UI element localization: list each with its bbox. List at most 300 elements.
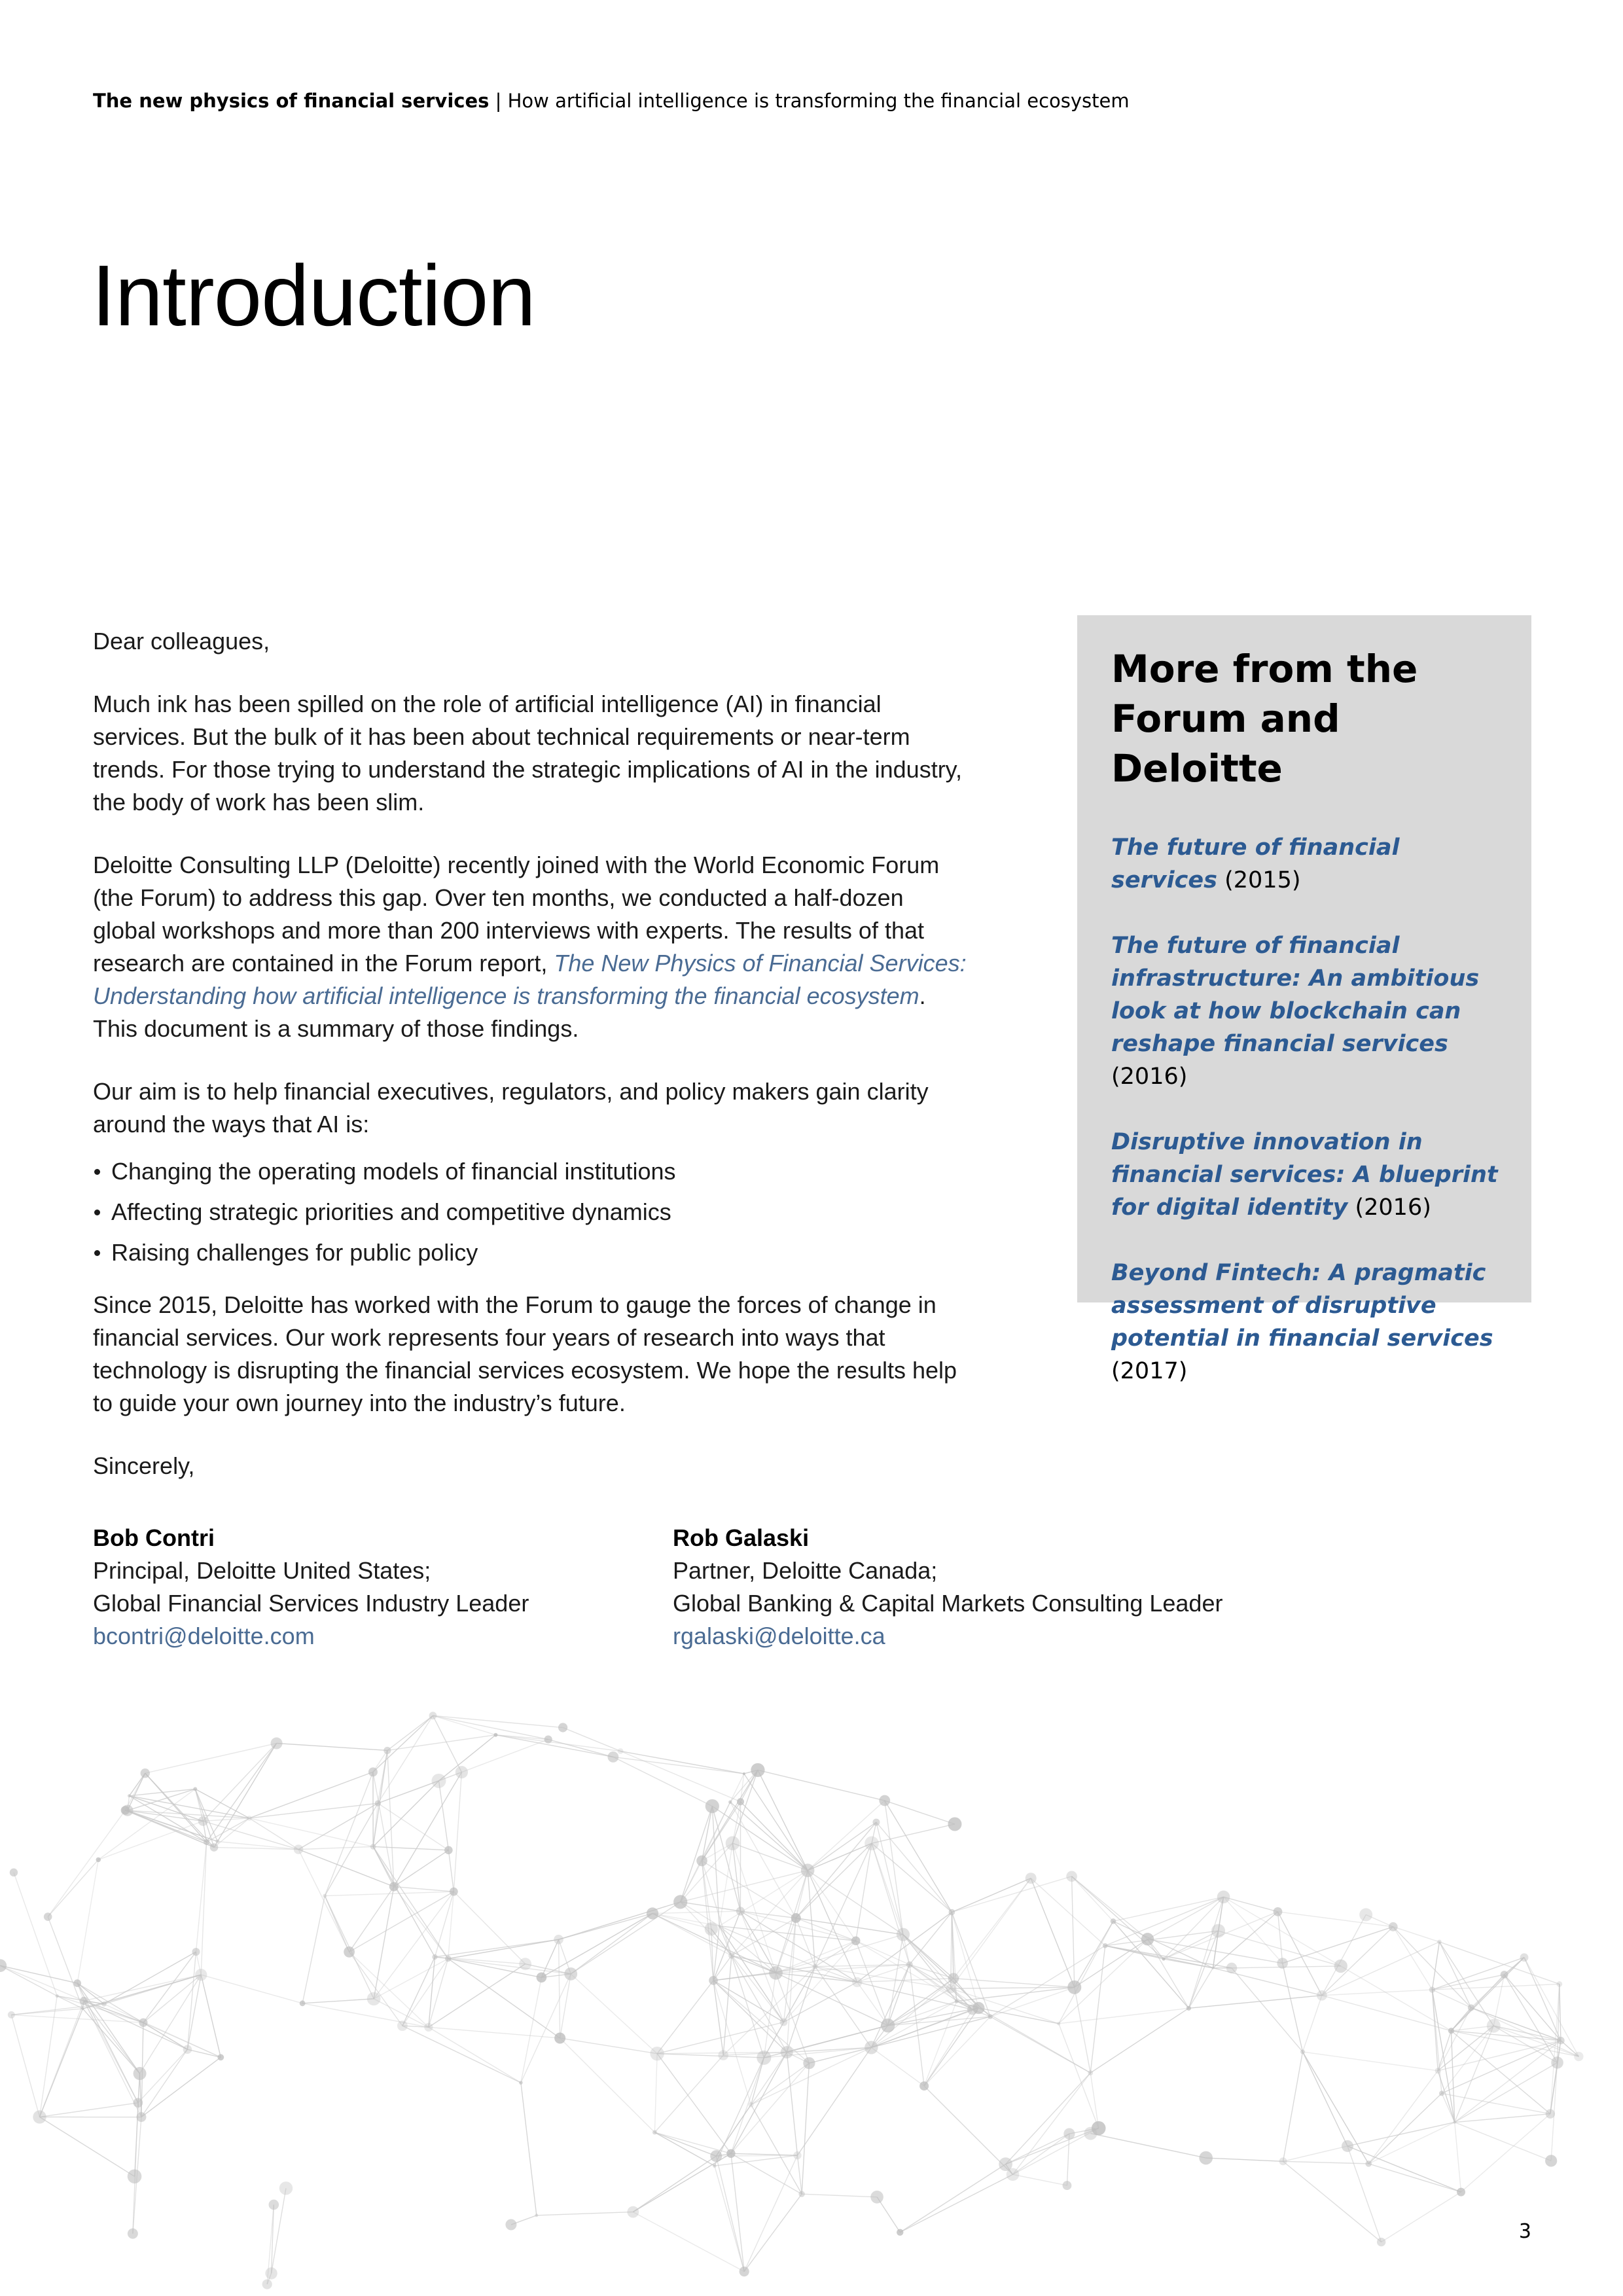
- network-line: [1031, 1878, 1075, 1988]
- network-line: [325, 1772, 373, 1895]
- network-line: [249, 1818, 298, 1850]
- letter-paragraph-3: Our aim is to help financial executives, regulators, and policy makers gain clarity around the ways that AI is:: [93, 1078, 929, 1138]
- network-node: [198, 1816, 208, 1826]
- network-node: [300, 2000, 306, 2006]
- network-node: [1545, 2155, 1557, 2166]
- network-line: [633, 2212, 744, 2272]
- network-line: [924, 2017, 990, 2086]
- network-line: [1393, 1927, 1433, 1990]
- network-line: [402, 2026, 521, 2083]
- network-line: [1090, 1946, 1105, 2073]
- network-node: [73, 1979, 81, 1987]
- network-line: [77, 1983, 139, 2073]
- network-line: [1347, 2146, 1461, 2192]
- network-line: [187, 1952, 196, 2049]
- network-line: [1560, 1984, 1561, 2040]
- network-line: [1059, 2024, 1099, 2128]
- network-node: [650, 2047, 664, 2060]
- network-node: [803, 2057, 815, 2069]
- network-node: [505, 2219, 516, 2231]
- network-line: [1013, 2174, 1067, 2185]
- network-node: [1141, 1933, 1154, 1945]
- network-node: [493, 1733, 497, 1737]
- sidebar-item-link[interactable]: The future of financial services: [1111, 834, 1400, 893]
- network-line: [40, 1996, 58, 2117]
- network-line: [1059, 1921, 1113, 2023]
- network-node: [1437, 1940, 1442, 1945]
- letter-closing: Sincerely,: [93, 1452, 195, 1479]
- network-line: [84, 2001, 139, 2073]
- network-node: [728, 1801, 732, 1804]
- network-node: [1439, 2090, 1444, 2096]
- network-line: [1303, 2052, 1347, 2146]
- network-node: [955, 2000, 959, 2003]
- network-node: [1067, 1981, 1081, 1994]
- network-node: [269, 2200, 279, 2210]
- network-line: [1283, 2052, 1303, 2161]
- network-line: [143, 1952, 196, 2022]
- network-line: [1432, 1990, 1454, 2123]
- network-node: [949, 1909, 955, 1916]
- network-node: [1546, 2109, 1555, 2118]
- letter-body: [93, 625, 970, 1513]
- network-line: [856, 1843, 872, 1941]
- network-line: [394, 1772, 462, 1887]
- network-line: [394, 1887, 448, 1959]
- network-node: [1026, 1873, 1037, 1884]
- network-line: [0, 1965, 84, 2001]
- network-line: [1113, 1897, 1224, 1921]
- network-line: [1075, 1987, 1090, 2073]
- network-line: [349, 1887, 394, 1952]
- network-line: [657, 2054, 731, 2154]
- network-line: [325, 1892, 454, 1895]
- network-line: [145, 1773, 214, 1847]
- network-node: [1501, 1971, 1508, 1979]
- network-line: [302, 1896, 325, 2003]
- network-line: [373, 1846, 448, 1850]
- network-node: [1342, 2140, 1353, 2152]
- network-node: [737, 1798, 744, 1805]
- network-line: [654, 2054, 657, 2132]
- network-node: [967, 2004, 978, 2015]
- sidebar-item-year: (2016): [1111, 1064, 1188, 1090]
- network-line: [1455, 2123, 1461, 2193]
- network-node: [1457, 2188, 1465, 2197]
- network-node: [44, 1912, 52, 1921]
- network-node: [33, 2110, 46, 2123]
- network-node: [193, 1787, 197, 1791]
- network-line: [1031, 1878, 1105, 1946]
- network-line: [802, 2194, 877, 2197]
- network-line: [1461, 2114, 1550, 2192]
- network-node: [1359, 1908, 1372, 1921]
- network-line: [888, 1979, 954, 2026]
- network-node: [139, 2018, 147, 2027]
- network-line: [1455, 2114, 1550, 2123]
- network-line: [751, 2105, 802, 2194]
- network-line: [1322, 1990, 1433, 1996]
- network-line: [104, 1952, 196, 2004]
- network-line: [951, 1987, 1075, 1988]
- network-node: [192, 1948, 200, 1956]
- network-line: [1072, 1876, 1164, 1959]
- signatory-email-link[interactable]: bcontri@deloitte.com: [93, 1623, 315, 1649]
- network-node: [801, 1863, 815, 1877]
- sidebar-item-link[interactable]: The future of financial infrastructure: An ambitious look at how blockchain can reshape financial services: [1111, 933, 1480, 1057]
- network-line: [744, 2194, 802, 2271]
- running-header: [93, 88, 1533, 114]
- network-line: [732, 1843, 740, 1911]
- network-node: [751, 1763, 764, 1777]
- network-line: [815, 1967, 872, 2048]
- network-line: [723, 1956, 732, 2055]
- network-node: [8, 2011, 15, 2018]
- network-node: [728, 1952, 734, 1958]
- network-line: [802, 2063, 809, 2194]
- network-line: [796, 1843, 872, 1918]
- network-node: [1317, 1990, 1327, 2001]
- network-line: [1451, 2031, 1550, 2114]
- network-line: [201, 1842, 206, 1975]
- network-line: [98, 1821, 203, 1859]
- network-line: [654, 2055, 723, 2132]
- network-line: [1206, 2158, 1283, 2161]
- network-line: [620, 1751, 740, 1802]
- letter-paragraph-4: Since 2015, Deloitte has worked with the Forum to gauge the forces of change in financial services. Our work represents four years of research into ways that technology is disrupting the financial services ecosystem. We hope the results help to guide your own journey into the industry’s future.: [93, 1291, 957, 1416]
- network-line: [1303, 1996, 1322, 2052]
- network-node: [946, 1984, 955, 1994]
- network-node: [1551, 2056, 1563, 2069]
- network-line: [1278, 1912, 1322, 1996]
- header-separator: |: [489, 90, 508, 112]
- network-node: [370, 1844, 376, 1850]
- signatory-role: Global Banking & Capital Markets Consulting Leader: [673, 1590, 1223, 1617]
- network-node: [81, 2007, 84, 2011]
- network-line: [633, 2156, 716, 2212]
- network-node: [397, 2020, 408, 2031]
- network-line: [731, 2058, 764, 2153]
- network-node: [1066, 1871, 1077, 1882]
- network-line: [84, 1975, 201, 2001]
- network-line: [885, 1801, 952, 1912]
- network-line: [1442, 2041, 1561, 2094]
- network-line: [84, 2001, 187, 2049]
- network-node: [740, 2267, 749, 2276]
- network-line: [537, 2212, 633, 2215]
- network-line: [951, 1878, 1031, 1989]
- network-line: [40, 2117, 135, 2176]
- network-node: [948, 1817, 961, 1831]
- network-node: [705, 1922, 718, 1935]
- network-node: [879, 1795, 890, 1806]
- network-node: [1162, 1958, 1166, 1961]
- signatory-name: Rob Galaski: [673, 1524, 810, 1551]
- network-line: [125, 1773, 145, 1810]
- network-line: [876, 1822, 952, 1912]
- network-node: [1557, 2037, 1565, 2045]
- related-reading-sidebar: [1077, 615, 1531, 1384]
- network-line: [394, 1850, 448, 1887]
- network-line: [681, 1806, 713, 1902]
- network-line: [652, 1913, 732, 1956]
- network-node: [705, 1799, 719, 1813]
- network-line: [217, 1744, 276, 1842]
- network-line: [1347, 2123, 1455, 2146]
- network-line: [1303, 2052, 1369, 2164]
- network-line: [1368, 2071, 1438, 2164]
- network-line: [349, 1952, 429, 2027]
- network-node: [870, 2191, 883, 2204]
- network-node: [726, 1836, 740, 1850]
- network-node: [383, 1747, 391, 1754]
- network-node: [121, 1806, 130, 1814]
- signatory-email-link[interactable]: rgalaski@deloitte.ca: [673, 1623, 885, 1649]
- network-line: [130, 1796, 204, 1821]
- network-node: [10, 1869, 18, 1876]
- sidebar-item: [1111, 1257, 1499, 1388]
- network-node: [897, 1928, 910, 1941]
- network-line: [1224, 1897, 1278, 1912]
- header-subtitle: How artificial intelligence is transforming the financial ecosystem: [507, 90, 1130, 112]
- network-line: [521, 2083, 537, 2215]
- network-node: [450, 1888, 458, 1896]
- network-node: [445, 1956, 451, 1962]
- network-node: [948, 1973, 959, 1984]
- network-line: [990, 2017, 1090, 2073]
- network-node: [999, 2157, 1012, 2171]
- network-node: [455, 1766, 468, 1778]
- network-line: [541, 1913, 652, 1977]
- network-node: [726, 2149, 735, 2158]
- network-line: [559, 1902, 681, 1939]
- network-line: [990, 1946, 1105, 2017]
- network-node: [217, 2054, 224, 2060]
- network-line: [872, 1843, 910, 1964]
- network-node: [872, 1819, 880, 1826]
- network-line: [900, 2164, 1005, 2233]
- network-node: [1277, 1958, 1288, 1969]
- network-line: [1090, 2134, 1205, 2158]
- signature-block-galaski: [673, 1522, 1222, 1653]
- network-node: [906, 1962, 913, 1968]
- network-line: [1322, 1996, 1452, 2031]
- network-line: [885, 1801, 955, 1824]
- network-line: [143, 2022, 221, 2057]
- network-line: [1072, 1876, 1075, 1988]
- network-line: [298, 1846, 373, 1849]
- sidebar-item-year: (2017): [1111, 1358, 1188, 1384]
- network-line: [1451, 2031, 1560, 2041]
- network-node: [279, 2181, 293, 2195]
- network-line: [207, 1744, 277, 1842]
- network-node: [1092, 2121, 1106, 2136]
- network-line: [1432, 1942, 1439, 1990]
- network-line: [298, 1850, 394, 1887]
- network-node: [1520, 1953, 1529, 1962]
- network-background-graphic: [0, 1695, 1623, 2296]
- network-line: [548, 1740, 613, 1757]
- network-line: [11, 2015, 39, 2117]
- network-line: [373, 1846, 394, 1886]
- letter-salutation: Dear colleagues,: [93, 628, 270, 655]
- network-node: [265, 2267, 277, 2279]
- forum-report-link[interactable]: The New Physics of Financial Services: Understanding how artificial intelligence is transforming the financial ecosystem: [93, 950, 967, 1009]
- network-node: [1274, 1907, 1283, 1916]
- network-line: [145, 1744, 277, 1774]
- network-line: [196, 1842, 206, 1952]
- network-line: [48, 1810, 125, 1917]
- network-line: [1368, 2123, 1454, 2164]
- network-line: [429, 2027, 521, 2083]
- network-line: [1442, 2093, 1550, 2113]
- network-line: [438, 1781, 448, 1850]
- network-line: [40, 2009, 83, 2117]
- network-line: [1432, 1990, 1471, 2007]
- bullet-item: Changing the operating models of financial institutions: [93, 1155, 970, 1188]
- network-line: [1090, 2073, 1099, 2128]
- network-line: [0, 1965, 77, 1983]
- network-node: [713, 2164, 717, 2168]
- network-line: [990, 1987, 1075, 2017]
- network-line: [559, 1939, 560, 2038]
- sidebar-item-link[interactable]: Disruptive innovation in financial services: A blueprint for digital identity: [1111, 1129, 1498, 1221]
- network-node: [323, 1894, 327, 1898]
- network-line: [77, 1859, 98, 1983]
- network-node: [432, 1954, 437, 1960]
- network-node: [554, 2032, 565, 2043]
- network-node: [1487, 2019, 1501, 2033]
- signatures: [93, 1522, 1402, 1653]
- network-node: [696, 1856, 707, 1867]
- network-node: [919, 2081, 929, 2090]
- sidebar-item: [1111, 831, 1499, 897]
- network-line: [681, 1871, 808, 1902]
- signature-block-contri: [93, 1522, 529, 1653]
- sidebar-item-year: (2016): [1355, 1194, 1431, 1221]
- network-line: [1442, 2093, 1455, 2122]
- network-line: [461, 1740, 548, 1772]
- page-title: Introduction: [92, 247, 535, 344]
- network-node: [444, 1846, 453, 1854]
- network-line: [1368, 2093, 1442, 2163]
- network-line: [559, 1913, 652, 1939]
- network-line: [1283, 1964, 1303, 2052]
- network-node: [1574, 2052, 1583, 2061]
- network-node: [1186, 2006, 1191, 2011]
- network-line: [141, 2057, 221, 2117]
- network-line: [521, 1977, 542, 2083]
- network-node: [195, 1969, 207, 1981]
- bullet-item: Raising challenges for public policy: [93, 1236, 970, 1269]
- network-node: [851, 1936, 861, 1945]
- network-line: [560, 1974, 571, 2038]
- network-node: [865, 2041, 878, 2054]
- network-line: [378, 1803, 448, 1850]
- network-line: [454, 1772, 461, 1892]
- network-line: [613, 1757, 744, 1774]
- network-node: [80, 1997, 88, 2005]
- network-line: [1283, 2146, 1347, 2161]
- network-line: [495, 1735, 613, 1757]
- network-line: [435, 1957, 571, 1974]
- network-line: [298, 1803, 378, 1849]
- network-line: [1524, 1958, 1561, 2041]
- network-line: [657, 2022, 783, 2054]
- network-line: [1393, 1927, 1471, 2008]
- network-node: [798, 2191, 804, 2197]
- network-node: [368, 1767, 378, 1776]
- network-line: [560, 2038, 655, 2132]
- paragraph-2-text-after: . This document is a summary of those findings.: [93, 982, 926, 1042]
- network-node: [718, 1925, 721, 1928]
- network-node: [1057, 2022, 1060, 2025]
- network-line: [1213, 1912, 1278, 1968]
- network-node: [988, 2015, 993, 2019]
- network-node: [294, 1844, 304, 1854]
- network-node: [618, 1748, 624, 1754]
- network-node: [743, 1772, 745, 1775]
- network-line: [201, 1975, 221, 2057]
- network-line: [633, 2153, 731, 2212]
- network-node: [215, 1839, 219, 1843]
- network-line: [713, 1981, 723, 2055]
- network-line: [900, 2174, 1012, 2232]
- network-line: [1368, 2164, 1461, 2192]
- network-node: [881, 2018, 895, 2032]
- header-report-title: The new physics of financial services: [93, 90, 490, 112]
- network-line: [716, 2156, 744, 2271]
- network-node: [1211, 1967, 1214, 1969]
- network-line: [374, 1959, 448, 1999]
- network-node: [736, 1907, 745, 1915]
- network-node: [183, 2045, 192, 2054]
- network-node: [1429, 1986, 1435, 1992]
- network-node: [1063, 2128, 1075, 2140]
- network-line: [429, 1964, 526, 2028]
- network-node: [128, 2169, 142, 2183]
- network-line: [98, 1789, 195, 1859]
- network-node: [564, 1967, 577, 1981]
- network-node: [1468, 2004, 1474, 2011]
- network-node: [56, 1994, 59, 1998]
- network-line: [1067, 2134, 1069, 2185]
- network-line: [924, 2009, 972, 2086]
- network-line: [924, 2086, 1012, 2174]
- network-node: [1226, 1963, 1237, 1973]
- network-line: [888, 1965, 910, 2026]
- network-node: [141, 1768, 150, 1778]
- network-node: [781, 2046, 793, 2058]
- network-node: [134, 2098, 143, 2108]
- network-node: [1448, 2028, 1454, 2034]
- sidebar-item-link[interactable]: Beyond Fintech: A pragmatic assessment of disruptive potential in financial services: [1111, 1260, 1493, 1352]
- network-line: [715, 2058, 764, 2166]
- sidebar-heading: More from the Forum and Deloitte: [1111, 647, 1418, 791]
- sidebar-item-year: (2015): [1224, 867, 1301, 893]
- network-line: [11, 2009, 82, 2015]
- network-line: [84, 2001, 141, 2117]
- network-line: [954, 1878, 1031, 1979]
- network-node: [1103, 1943, 1108, 1948]
- network-node: [519, 1958, 531, 1970]
- network-line: [125, 1810, 214, 1848]
- network-line: [924, 2001, 957, 2087]
- network-line: [715, 2166, 744, 2271]
- network-line: [1493, 2026, 1557, 2062]
- network-line: [1303, 2052, 1438, 2071]
- network-line: [681, 1902, 741, 1911]
